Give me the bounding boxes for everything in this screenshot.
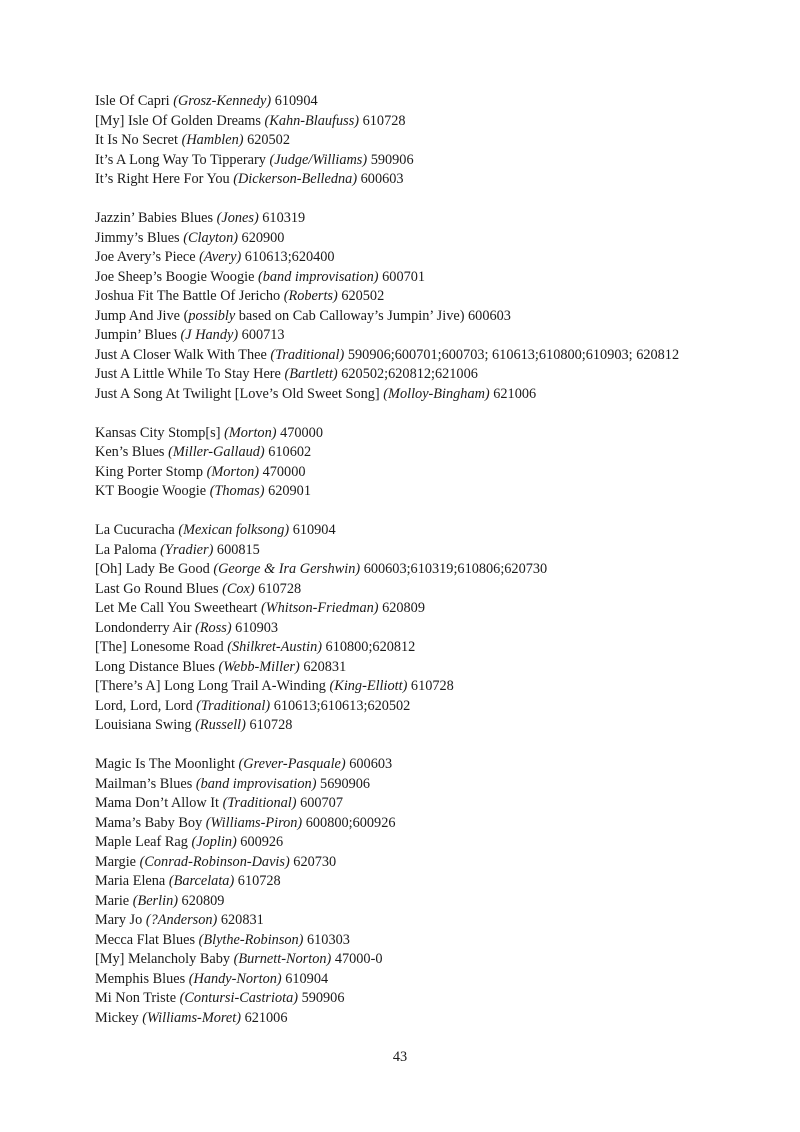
song-title: Jazzin’ Babies Blues: [95, 210, 217, 226]
index-group: [95, 521, 735, 736]
song-title: Mickey: [95, 1009, 143, 1026]
session-dates: 600926: [236, 834, 284, 850]
song-title: Jumpin’ Blues: [95, 327, 181, 343]
index-group: [95, 92, 735, 190]
session-dates: 620831: [217, 912, 264, 928]
composer: (Bartlett): [284, 366, 338, 382]
song-title: La Paloma: [95, 541, 161, 558]
session-dates: 610728: [407, 678, 454, 694]
song-title: Mary Jo: [95, 912, 146, 928]
song-title: Kansas City Stomp[s]: [95, 424, 225, 441]
session-dates: 620809: [378, 600, 425, 616]
index-entry: [95, 892, 735, 912]
song-index: [95, 92, 735, 1048]
song-title: Londonderry Air: [95, 619, 196, 636]
session-dates: 620901: [264, 483, 311, 499]
song-title: La Cucuracha: [95, 522, 179, 538]
index-entry: [95, 482, 735, 502]
session-dates: 590906;600701;600703; 610613;610800;610903; 620812: [344, 346, 680, 363]
session-dates: 620730: [289, 853, 337, 870]
composer: (Clayton): [183, 229, 238, 246]
index-entry: [95, 365, 735, 385]
composer: (Miller-Gallaud): [168, 444, 265, 460]
composer: (band improvisation): [257, 268, 379, 285]
session-dates: 470000: [259, 463, 306, 480]
index-entry: [95, 170, 735, 190]
song-title: Memphis Blues: [95, 970, 189, 987]
session-dates: 610728: [254, 580, 302, 597]
index-entry: [95, 970, 735, 990]
session-dates: 620502;620812;621006: [337, 366, 478, 382]
session-dates: 47000-0: [331, 951, 383, 967]
index-entry: [95, 209, 735, 229]
composer: (Contursi-Castriota): [179, 990, 298, 1006]
song-title: Ken’s Blues: [95, 444, 169, 460]
session-dates: 610904: [289, 522, 336, 538]
page-number: 43: [392, 1049, 408, 1065]
session-dates: 610904: [271, 93, 318, 109]
composer: (J Handy): [180, 327, 239, 343]
composer: (Shilkret-Austin): [227, 639, 322, 655]
session-dates: 621006: [241, 1009, 288, 1026]
session-dates: 610728: [234, 873, 281, 889]
composer: (Roberts): [283, 288, 338, 304]
composer: (Barcelata): [168, 873, 235, 889]
session-dates: 620831: [299, 658, 347, 675]
index-entry: [95, 248, 735, 268]
index-entry: [95, 580, 735, 600]
index-entry: [95, 872, 735, 892]
composer: (Kahn-Blaufuss): [264, 112, 360, 129]
composer: (Yradier): [160, 541, 214, 558]
index-entry: [95, 541, 735, 561]
song-title: Marie: [95, 892, 133, 909]
song-title: Mama Don’t Allow It: [95, 795, 223, 811]
index-entry: [95, 599, 735, 619]
song-title: Let Me Call You Sweetheart: [95, 600, 261, 616]
song-title: Magic Is The Moonlight: [95, 756, 239, 772]
composer: (Judge/Williams): [269, 151, 368, 168]
index-entry: [95, 463, 735, 483]
composer: (Traditional): [222, 795, 297, 811]
index-entry: [95, 1009, 735, 1029]
index-entry: [95, 385, 735, 405]
composer: (Morton): [224, 424, 277, 441]
composer: possibly: [188, 307, 236, 324]
index-entry: [95, 814, 735, 834]
song-title: Mailman’s Blues: [95, 775, 196, 792]
song-title: Isle Of Capri: [95, 93, 174, 109]
composer: (Molloy-Bingham): [383, 385, 490, 402]
index-entry: [95, 229, 735, 249]
song-title: Joe Sheep’s Boogie Woogie: [95, 268, 258, 285]
composer: (Grosz-Kennedy): [173, 93, 272, 109]
session-dates: 610613;620400: [241, 249, 335, 265]
index-entry: [95, 560, 735, 580]
song-title: Jump And Jive (: [95, 307, 189, 324]
session-dates: 610303: [303, 931, 350, 948]
composer: (Grever-Pasquale): [238, 756, 346, 772]
song-title: Jimmy’s Blues: [95, 229, 184, 246]
index-entry: [95, 931, 735, 951]
index-entry: [95, 755, 735, 775]
song-title: It Is No Secret: [95, 132, 182, 148]
song-title: Maria Elena: [95, 873, 169, 889]
composer: (Morton): [206, 463, 260, 480]
session-dates: 621006: [489, 385, 537, 402]
composer: (Burnett-Norton): [233, 951, 332, 967]
session-dates: 600603;610319;610806;620730: [360, 561, 548, 577]
song-title: [There’s A] Long Long Trail A-Winding: [95, 678, 330, 694]
song-title: Long Distance Blues: [95, 658, 219, 675]
composer: (Thomas): [209, 483, 265, 499]
composer: (Jones): [216, 210, 259, 226]
index-entry: [95, 989, 735, 1009]
song-title: KT Boogie Woogie: [95, 483, 210, 499]
session-dates: 620809: [177, 892, 225, 909]
index-entry: [95, 268, 735, 288]
song-title: Just A Closer Walk With Thee: [95, 346, 271, 363]
song-title: Joshua Fit The Battle Of Jericho: [95, 288, 284, 304]
index-entry: [95, 326, 735, 346]
composer: (Traditional): [270, 346, 345, 363]
composer: (Williams-Piron): [205, 814, 303, 831]
composer: (King-Elliott): [329, 678, 408, 694]
session-dates: 470000: [276, 424, 323, 441]
song-title: Margie: [95, 853, 140, 870]
session-dates: 590906: [298, 990, 345, 1006]
session-dates: based on Cab Calloway’s Jumpin’ Jive) 600603: [235, 307, 511, 324]
song-title: Lord, Lord, Lord: [95, 697, 197, 714]
session-dates: 590906: [367, 151, 414, 168]
composer: (Joplin): [191, 834, 237, 850]
index-entry: [95, 658, 735, 678]
composer: (Cox): [222, 580, 255, 597]
composer: (Blythe-Robinson): [198, 931, 304, 948]
session-dates: 600603: [345, 756, 393, 772]
session-dates: 610602: [264, 444, 312, 460]
index-group: [95, 755, 735, 1028]
song-title: Last Go Round Blues: [95, 580, 223, 597]
session-dates: 610319: [258, 210, 306, 226]
song-title: [My] Isle Of Golden Dreams: [95, 112, 265, 129]
song-title: [Oh] Lady Be Good: [95, 561, 214, 577]
session-dates: 620502: [337, 288, 385, 304]
index-entry: [95, 346, 735, 366]
index-entry: [95, 677, 735, 697]
song-title: Louisiana Swing: [95, 717, 196, 733]
session-dates: 610903: [231, 619, 279, 636]
composer: (Traditional): [196, 697, 271, 714]
index-entry: [95, 950, 735, 970]
index-group: [95, 209, 735, 404]
index-entry: [95, 424, 735, 444]
session-dates: 600707: [296, 795, 343, 811]
session-dates: 610728: [245, 717, 293, 733]
index-entry: [95, 716, 735, 736]
composer: (George & Ira Gershwin): [213, 561, 361, 577]
song-title: Maple Leaf Rag: [95, 834, 192, 850]
composer: (Webb-Miller): [218, 658, 300, 675]
session-dates: 600603: [357, 171, 404, 187]
composer: (Ross): [195, 619, 232, 636]
index-entry: [95, 92, 735, 112]
song-title: Joe Avery’s Piece: [95, 249, 200, 265]
index-entry: [95, 794, 735, 814]
index-entry: [95, 287, 735, 307]
composer: (Whitson-Friedman): [260, 600, 379, 616]
composer: (?Anderson): [145, 912, 218, 928]
composer: (band improvisation): [195, 775, 317, 792]
session-dates: 600800;600926: [302, 814, 396, 831]
song-title: [My] Melancholy Baby: [95, 951, 234, 967]
index-entry: [95, 443, 735, 463]
song-title: [The] Lonesome Road: [95, 639, 228, 655]
composer: (Conrad-Robinson-Davis): [139, 853, 290, 870]
session-dates: 620900: [237, 229, 285, 246]
index-entry: [95, 151, 735, 171]
index-entry: [95, 112, 735, 132]
index-entry: [95, 131, 735, 151]
song-title: It’s A Long Way To Tipperary: [95, 151, 270, 168]
session-dates: 600713: [238, 327, 285, 343]
song-title: Mi Non Triste: [95, 990, 180, 1006]
index-entry: [95, 619, 735, 639]
session-dates: 610613;610613;620502: [270, 697, 411, 714]
index-entry: [95, 697, 735, 717]
session-dates: 600815: [213, 541, 260, 558]
song-title: It’s Right Here For You: [95, 171, 234, 187]
composer: (Williams-Moret): [142, 1009, 241, 1026]
session-dates: 600701: [378, 268, 426, 285]
song-title: King Porter Stomp: [95, 463, 207, 480]
composer: (Russell): [195, 717, 246, 733]
index-entry: [95, 911, 735, 931]
index-group: [95, 424, 735, 502]
composer: (Hamblen): [181, 132, 244, 148]
composer: (Avery): [199, 249, 242, 265]
index-entry: [95, 775, 735, 795]
session-dates: 610800;620812: [321, 639, 416, 655]
composer: (Mexican folksong): [178, 522, 290, 538]
composer: (Handy-Norton): [188, 970, 282, 987]
session-dates: 5690906: [316, 775, 371, 792]
session-dates: 610904: [281, 970, 329, 987]
index-entry: [95, 307, 735, 327]
composer: (Dickerson-Belledna): [233, 171, 358, 187]
session-dates: 620502: [243, 132, 290, 148]
index-entry: [95, 853, 735, 873]
composer: (Berlin): [132, 892, 178, 909]
session-dates: 610728: [359, 112, 406, 129]
song-title: Just A Song At Twilight [Love’s Old Sweet Song]: [95, 385, 384, 402]
index-entry: [95, 638, 735, 658]
song-title: Mama’s Baby Boy: [95, 814, 206, 831]
song-title: Just A Little While To Stay Here: [95, 366, 285, 382]
index-entry: [95, 833, 735, 853]
song-title: Mecca Flat Blues: [95, 931, 199, 948]
index-entry: [95, 521, 735, 541]
